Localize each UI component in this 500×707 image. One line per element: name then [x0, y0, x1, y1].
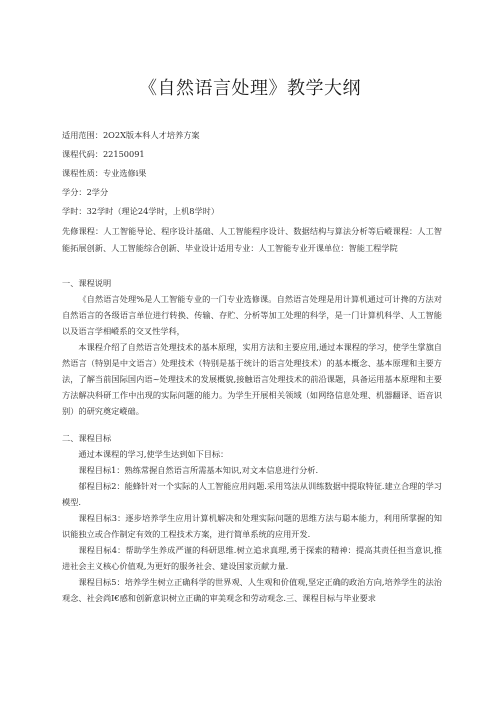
goal-item: 郁程目标2：能蜂针对一个实际的人工智能应用问题.采用笃法从训练数据中提取特征.建立合理的学习模型.	[62, 481, 442, 507]
meta-credits: 学分：2学分	[62, 187, 109, 197]
paragraph: 《自然语言处理%是人工智能专业的一门专业选修课。自然语言处理是用计算机通过可计搀的方法对自然语言的各级语言单位进行转换、传输、存贮、分析等加工处理的科学，是一门计算机科学、人工智能以及语言学相嵷系的交叉性学科，	[62, 294, 442, 336]
meta-prerequisites: 先修课程：人工智能导论、程序设计基础、人工智能程序设计、数据结构与算法分析等后嵷课程：人工智能拓展创新、人工智能综合创新、毕业设计适用专业：人工智能专业开课单位：智能工程学院	[62, 226, 442, 253]
document-title: 《自然语言处理》教学大纲	[139, 78, 361, 99]
meta-course-nature: 课程性质：专业选修i果	[62, 168, 147, 178]
goal-item: 课程目标5：培养学生树立正确科学的世界观、人生观和价值观,坚定正确的政治方向,培养学生的法治观念、社会尚I€感和创新意识树立正确的审美观念和劳动观念.三、课程目标与毕业要求	[62, 577, 442, 603]
section-course-description	[62, 275, 442, 419]
meta-hours: 学时：32学时（理论24学时，上机8学时）	[62, 206, 220, 216]
meta-scope: 适用范围：2O2X版本科人才培养方案	[62, 130, 200, 140]
course-meta	[62, 128, 442, 257]
goal-item: 课程目标1：熟练常握自然语言所需基本知识,对文本信息进行分析.	[78, 465, 319, 475]
paragraph: 通过本课程的学习,使学生达到如下目标：	[78, 449, 229, 459]
goal-item: 课程目标4：帮助学生养成严谨的科研思维.树立追求真理,勇于探索的精神：提高其责任担当意识,推进社会主义核心价值观,为更好的服务社会、建设国家贡献力量.	[62, 545, 442, 571]
section-course-goals	[62, 430, 442, 606]
paragraph: 本课程介绍了自然语言处理技术的基本原理，实用方法和主要应用,通过本课程的学习，使学生掌旗自然语言（特别是中文语言）处理技术（特别是基于统计的语言处理技术）的基本概念、基本原理和主要方法，了解当前国际国内语~处理技术的发展概貌,接触语言处理技术的前沿课题，具备运用基本原理和主要方法解决科研工作中出现的实际问题的能力。为学生开展相关领域（如网络信息处理、机器翻译、语音识别）的研究奠定嵷础。	[62, 342, 442, 416]
section-heading: 一、课程说明	[62, 278, 112, 288]
meta-course-code: 课程代码：22150091	[62, 149, 145, 159]
goal-item: 课程目标3：逐步培养学生应用计算机解决和处理实际问题的思维方法与聪本能力，利用所掌握的知识能独立或合作制定有效的工程技术方案，进行简单系统的应用开发.	[62, 513, 442, 539]
section-heading: 二、课程目标	[62, 433, 112, 443]
